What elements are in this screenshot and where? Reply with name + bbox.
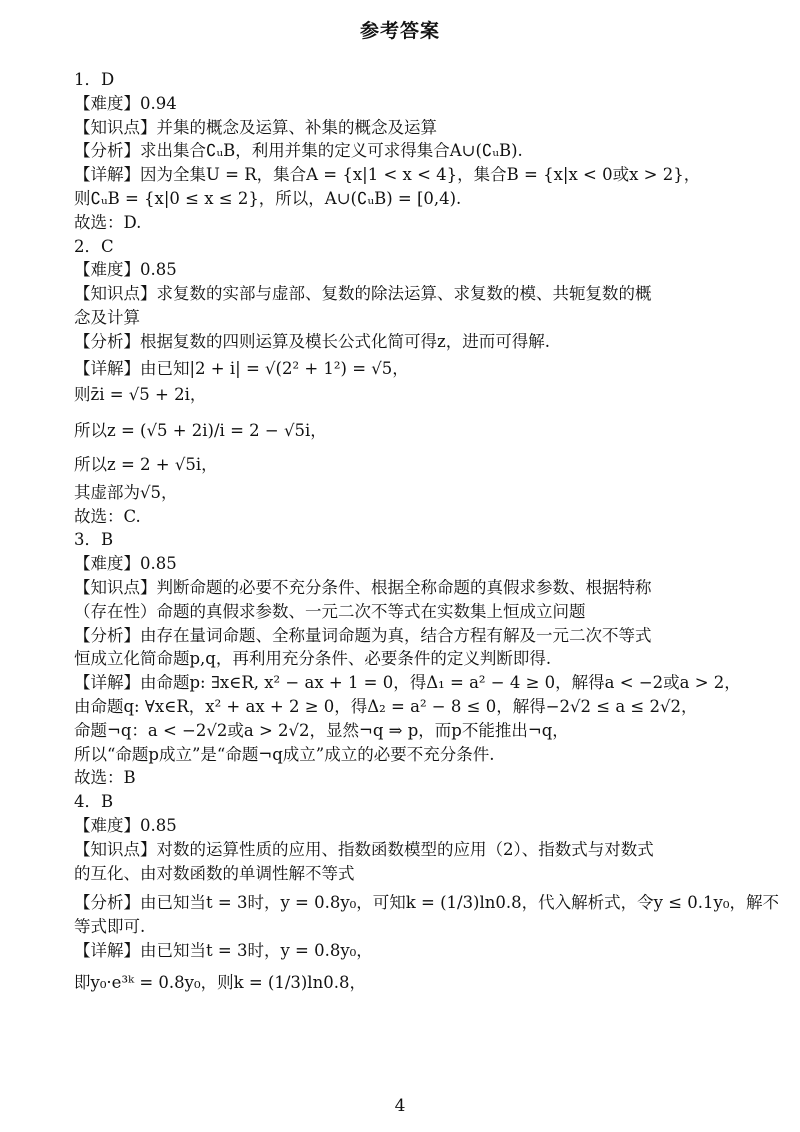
answer-choice-line: 故选：C. bbox=[74, 506, 141, 526]
difficulty-line: 【难度】0.85 bbox=[74, 554, 177, 574]
question-number: 4．B bbox=[74, 792, 114, 812]
analysis-line: 【分析】求出集合∁ᵤB，利用并集的定义可求得集合A∪(∁ᵤB). bbox=[74, 141, 523, 161]
page-number: 4 bbox=[394, 1096, 406, 1116]
analysis-line: 【分析】根据复数的四则运算及模长公式化简可得z，进而可得解. bbox=[74, 331, 550, 351]
solution-line: 【详解】由已知|2 + i| = √(2² + 1²) = √5， bbox=[74, 358, 409, 378]
solution-line: 【详解】因为全集U = R，集合A = {x|1 < x < 4}，集合B = {x|x < 0或x > 2}， bbox=[74, 165, 701, 185]
knowledge-point-line: 【知识点】对数的运算性质的应用、指数函数模型的应用（2）、指数式与对数式 bbox=[74, 839, 654, 859]
knowledge-point-line: 的互化、由对数函数的单调性解不等式 bbox=[74, 863, 355, 883]
solution-line: 所以z = (√5 + 2i)/i = 2 − √5i， bbox=[74, 421, 327, 441]
analysis-line: 等式即可. bbox=[74, 917, 146, 937]
analysis-line: 恒成立化简命题p,q，再利用充分条件、必要条件的定义判断即得. bbox=[74, 649, 552, 669]
answer-choice-line: 故选：B bbox=[74, 768, 136, 788]
analysis-line: 【分析】由已知当t = 3时，y = 0.8y₀，可知k = (1/3)ln0.8，代入解析式，令y ≤ 0.1y₀，解不 bbox=[74, 893, 779, 913]
knowledge-point-line: （存在性）命题的真假求参数、一元二次不等式在实数集上恒成立问题 bbox=[74, 601, 586, 621]
page-title: 参考答案 bbox=[359, 20, 440, 42]
solution-line: 则∁ᵤB = {x|0 ≤ x ≤ 2}，所以，A∪(∁ᵤB) = [0,4). bbox=[74, 188, 462, 208]
solution-line: 由命题q: ∀x∈R，x² + ax + 2 ≥ 0，得Δ₂ = a² − 8 ≤ 0，解得−2√2 ≤ a ≤ 2√2， bbox=[74, 696, 698, 716]
knowledge-point-line: 【知识点】并集的概念及运算、补集的概念及运算 bbox=[74, 117, 437, 137]
answer-content bbox=[74, 66, 779, 994]
question-number: 3．B bbox=[74, 530, 114, 550]
difficulty-line: 【难度】0.85 bbox=[74, 815, 177, 835]
solution-line: 所以z = 2 + √5i， bbox=[74, 454, 218, 474]
solution-line: 所以“命题p成立”是“命题¬q成立”成立的必要不充分条件. bbox=[74, 744, 495, 764]
knowledge-point-line: 【知识点】判断命题的必要不充分条件、根据全称命题的真假求参数、根据特称 bbox=[74, 577, 652, 597]
solution-line: 【详解】由命题p: ∃x∈R, x² − ax + 1 = 0，得Δ₁ = a² − 4 ≥ 0，解得a < −2或a > 2， bbox=[74, 673, 741, 693]
question-number: 1．D bbox=[74, 70, 115, 89]
knowledge-point-line: 念及计算 bbox=[74, 307, 140, 327]
difficulty-line: 【难度】0.85 bbox=[74, 260, 177, 280]
solution-line: 其虚部为√5， bbox=[74, 482, 178, 502]
solution-line: 【详解】由已知当t = 3时，y = 0.8y₀， bbox=[74, 940, 373, 960]
question-number: 2．C bbox=[74, 236, 114, 256]
solution-line: 即y₀·e³ᵏ = 0.8y₀，则k = (1/3)ln0.8， bbox=[74, 972, 366, 992]
solution-line: 则z̄i = √5 + 2i， bbox=[74, 385, 207, 405]
analysis-line: 【分析】由存在量词命题、全称量词命题为真，结合方程有解及一元二次不等式 bbox=[74, 625, 652, 645]
solution-line: 命题¬q：a < −2√2或a > 2√2，显然¬q ⇒ p，而p不能推出¬q， bbox=[74, 720, 569, 740]
answer-choice-line: 故选：D. bbox=[74, 212, 142, 232]
difficulty-line: 【难度】0.94 bbox=[74, 93, 177, 113]
knowledge-point-line: 【知识点】求复数的实部与虚部、复数的除法运算、求复数的模、共轭复数的概 bbox=[74, 284, 652, 304]
